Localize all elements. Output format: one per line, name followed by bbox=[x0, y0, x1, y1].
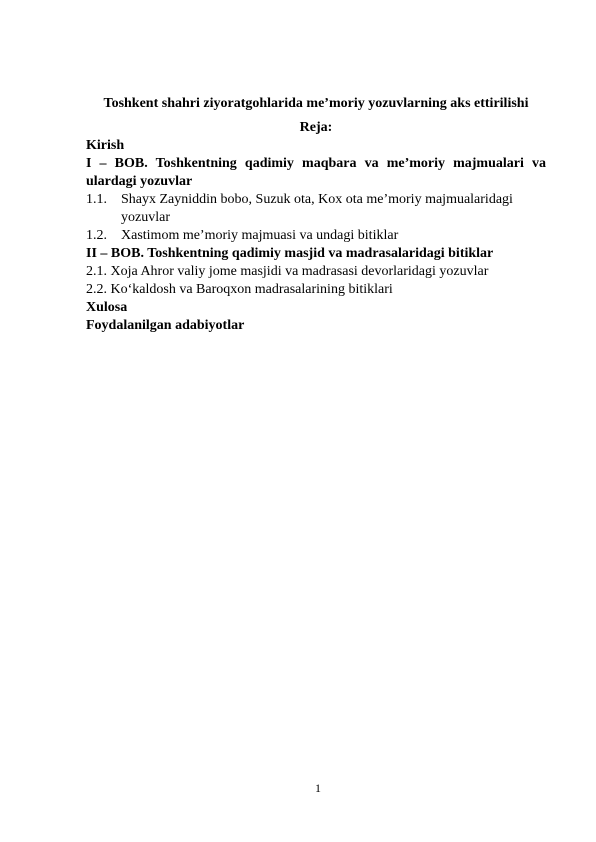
document-title: Toshkent shahri ziyoratgohlarida me’moriy yozuvlarning aks ettirilishi bbox=[103, 96, 529, 111]
section-2-2: 2.2. Ko‘kaldosh va Baroqxon madrasalarining bitiklari bbox=[86, 282, 393, 297]
section-1-2-number: 1.2. bbox=[86, 228, 107, 243]
section-1-1-title-line1: Shayx Zayniddin bobo, Suzuk ota, Kox ota me’moriy majmualaridagi bbox=[121, 192, 513, 207]
conclusion-heading: Xulosa bbox=[86, 300, 128, 315]
intro-heading: Kirish bbox=[86, 138, 125, 153]
references-heading: Foydalanilgan adabiyotlar bbox=[86, 318, 245, 333]
section-1-1-number: 1.1. bbox=[86, 192, 107, 207]
chapter1-title-line2: ulardagi yozuvlar bbox=[86, 174, 193, 189]
chapter2-title: II – BOB. Toshkentning qadimiy masjid va madrasalaridagi bitiklar bbox=[86, 246, 494, 261]
chapter1-title-line1: I – BOB. Toshkentning qadimiy maqbara va me’moriy majmualari va bbox=[86, 156, 546, 171]
section-2-1: 2.1. Xoja Ahror valiy jome masjidi va madrasasi devorlaridagi yozuvlar bbox=[86, 264, 489, 279]
section-1-1-title-line2: yozuvlar bbox=[121, 210, 170, 225]
page-number: 1 bbox=[315, 781, 321, 795]
plan-heading: Reja: bbox=[299, 120, 333, 135]
section-1-2-title: Xastimom me’moriy majmuasi va undagi bitiklar bbox=[121, 228, 399, 243]
